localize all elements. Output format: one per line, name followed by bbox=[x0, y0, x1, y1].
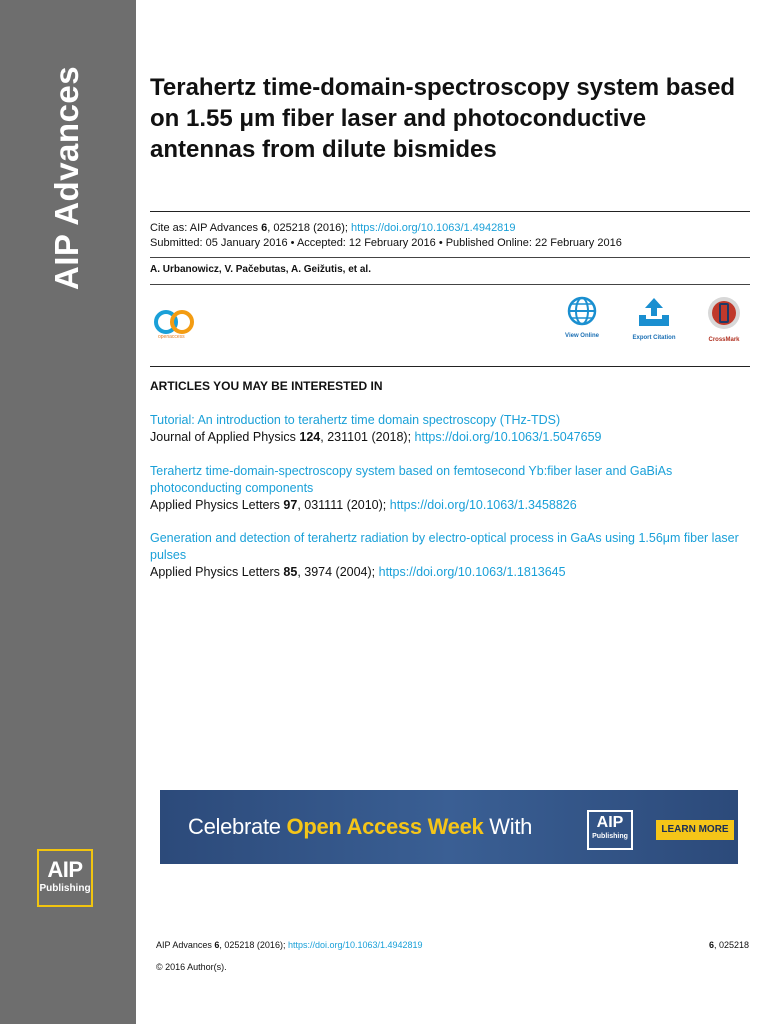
banner-aip-logo bbox=[587, 810, 633, 850]
open-access-label: openaccess bbox=[158, 334, 185, 340]
export-citation-label: Export Citation bbox=[632, 335, 676, 341]
related-article-doi[interactable]: https://doi.org/10.1063/1.5047659 bbox=[414, 430, 602, 444]
related-article-ref: , 031111 (2010); bbox=[297, 498, 390, 512]
footer-citation bbox=[156, 940, 423, 950]
related-article-source bbox=[150, 497, 750, 514]
footer-page-num: , 025218 bbox=[713, 940, 749, 950]
related-article-doi[interactable]: https://doi.org/10.1063/1.1813645 bbox=[378, 565, 566, 579]
related-article-journal: Applied Physics Letters bbox=[150, 565, 284, 579]
banner-logo-text: AIP bbox=[596, 814, 624, 831]
footer-page-volume: 6 bbox=[708, 940, 714, 950]
publication-dates: Submitted: 05 January 2016 • Accepted: 12 February 2016 • Published Online: 22 February 2016 bbox=[150, 237, 622, 249]
view-online-label: View Online bbox=[565, 333, 599, 339]
sidebar bbox=[0, 0, 136, 1024]
article-title: Terahertz time-domain-spectroscopy system based on 1.55 μm fiber laser and photoconductive antennas from dilute bismides bbox=[150, 74, 736, 163]
citation-prefix: Cite as: AIP Advances bbox=[150, 222, 262, 234]
aip-publishing-logo[interactable] bbox=[37, 849, 93, 907]
related-article-journal: Journal of Applied Physics bbox=[150, 430, 300, 444]
footer-cite-prefix: AIP Advances bbox=[156, 940, 215, 950]
citation-volume: 6 bbox=[261, 222, 268, 234]
citation-rest: , 025218 (2016); bbox=[267, 222, 352, 234]
related-article-title[interactable]: Generation and detection of terahertz radiation by electro-optical process in GaAs using 1.56μm fiber laser pulses bbox=[150, 531, 739, 562]
export-icon bbox=[636, 296, 672, 328]
related-article-journal: Applied Physics Letters bbox=[150, 498, 284, 512]
related-article-title[interactable]: Tutorial: An introduction to terahertz time domain spectroscopy (THz-TDS) bbox=[150, 413, 561, 427]
footer-doi-link[interactable]: https://doi.org/10.1063/1.4942819 bbox=[287, 940, 423, 950]
crossmark-icon bbox=[707, 296, 741, 330]
banner-logo-subtext: Publishing bbox=[592, 833, 628, 840]
banner-text bbox=[188, 814, 532, 840]
related-article-volume: 97 bbox=[283, 498, 298, 512]
divider bbox=[150, 211, 750, 212]
citation-line bbox=[150, 220, 516, 236]
footer-cite-volume: 6 bbox=[214, 940, 220, 950]
crossmark-label: CrossMark bbox=[708, 337, 740, 343]
related-article-volume: 124 bbox=[299, 430, 321, 444]
open-access-week-banner[interactable] bbox=[160, 790, 738, 864]
related-articles-heading: ARTICLES YOU MAY BE INTERESTED IN bbox=[150, 379, 383, 393]
related-article-source bbox=[150, 564, 750, 581]
crossmark-button[interactable] bbox=[694, 296, 754, 343]
footer-cite-rest: , 025218 (2016); bbox=[219, 940, 288, 950]
learn-more-button[interactable]: LEARN MORE bbox=[656, 820, 734, 840]
authors: A. Urbanowicz, V. Pačebutas, A. Geižutis, et al. bbox=[150, 264, 371, 275]
related-article-source bbox=[150, 429, 750, 446]
aip-logo-subtext: Publishing bbox=[39, 883, 91, 894]
related-article bbox=[150, 463, 750, 514]
related-article bbox=[150, 530, 750, 581]
footer-copyright: © 2016 Author(s). bbox=[156, 962, 227, 972]
banner-text-highlight: Open Access Week bbox=[286, 814, 484, 839]
banner-text-start: Celebrate bbox=[188, 814, 287, 839]
related-article bbox=[150, 412, 750, 446]
related-article-doi[interactable]: https://doi.org/10.1063/1.3458826 bbox=[389, 498, 577, 512]
divider bbox=[150, 366, 750, 367]
doi-link[interactable]: https://doi.org/10.1063/1.4942819 bbox=[351, 222, 516, 234]
export-citation-button[interactable] bbox=[624, 296, 684, 341]
divider bbox=[150, 257, 750, 258]
banner-text-end: With bbox=[483, 814, 533, 839]
aip-logo-text: AIP bbox=[47, 857, 83, 882]
related-article-title[interactable]: Terahertz time-domain-spectroscopy system based on femtosecond Yb:fiber laser and GaBiAs photoconducting components bbox=[150, 464, 673, 495]
divider bbox=[150, 284, 750, 285]
globe-icon bbox=[567, 296, 597, 326]
view-online-button[interactable] bbox=[552, 296, 612, 339]
related-article-ref: , 3974 (2004); bbox=[297, 565, 379, 579]
related-article-volume: 85 bbox=[283, 565, 298, 579]
journal-name: AIP Advances bbox=[48, 65, 85, 291]
footer-page-number bbox=[709, 940, 749, 950]
related-article-ref: , 231101 (2018); bbox=[320, 430, 415, 444]
